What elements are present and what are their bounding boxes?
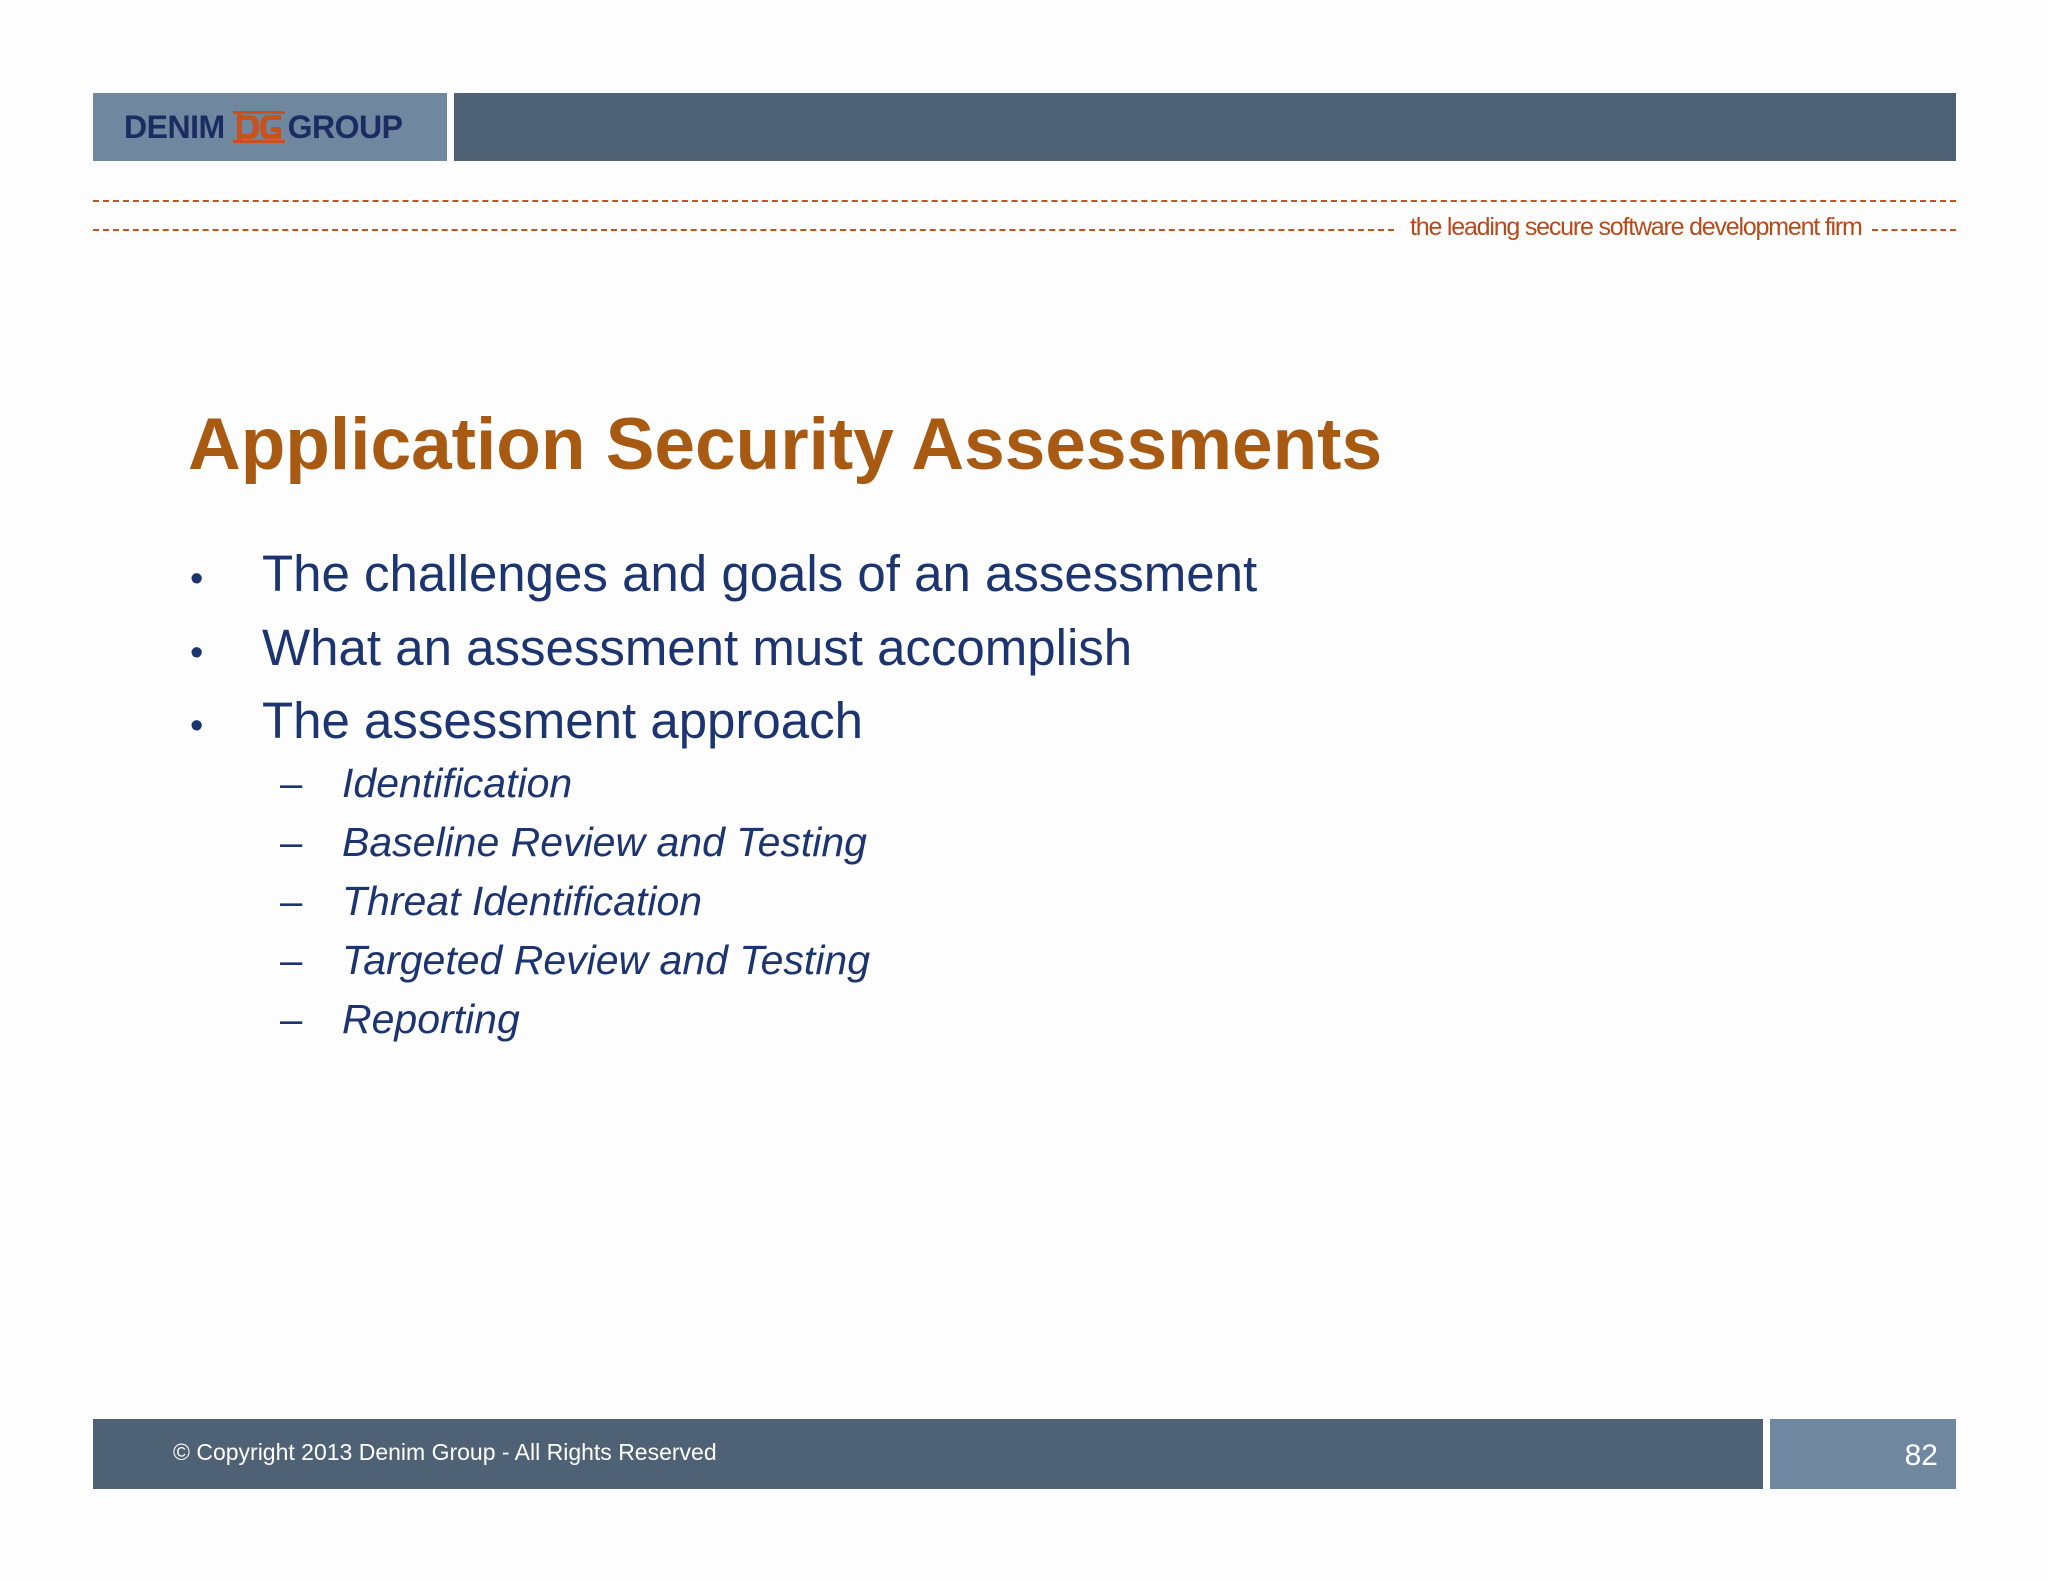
sub-bullet-mark: – <box>280 939 303 983</box>
logo-panel <box>93 93 447 161</box>
dashed-rule-right <box>1872 229 1956 231</box>
sub-bullet-mark: – <box>280 762 303 806</box>
sub-bullet-item <box>280 937 870 984</box>
sub-bullet-item <box>280 996 520 1043</box>
sub-bullet-item <box>280 819 867 866</box>
page-number-box <box>1770 1419 1956 1489</box>
sub-bullet-mark: – <box>280 998 303 1042</box>
dashed-rule-left <box>93 229 1394 231</box>
footer-bar <box>93 1419 1763 1489</box>
dashed-rule-top <box>93 200 1956 202</box>
sub-bullet-item <box>280 760 572 807</box>
sub-bullet-text: Reporting <box>342 996 520 1042</box>
sub-bullet-text: Targeted Review and Testing <box>342 937 871 983</box>
bullet-item <box>188 618 1132 677</box>
bullet-mark: • <box>190 632 204 674</box>
tagline: the leading secure software development firm <box>1410 213 1862 241</box>
bullet-text: What an assessment must accomplish <box>262 619 1133 676</box>
sub-bullet-text: Identification <box>342 760 573 806</box>
sub-bullet-mark: – <box>280 821 303 865</box>
bullet-text: The challenges and goals of an assessment <box>262 545 1258 602</box>
bullet-item <box>188 691 863 750</box>
sub-bullet-item <box>280 878 702 925</box>
slide-title: Application Security Assessments <box>188 404 1383 485</box>
page-number: 82 <box>1904 1439 1938 1472</box>
logo-word-group: GROUP <box>287 108 403 145</box>
bullet-text: The assessment approach <box>262 692 863 749</box>
bullet-mark: • <box>190 705 204 747</box>
logo-word-denim: DENIM <box>124 108 225 145</box>
dg-monogram-icon <box>233 107 285 147</box>
sub-bullet-text: Threat Identification <box>342 878 703 924</box>
header-bar <box>454 93 1956 161</box>
bullet-mark: • <box>190 558 204 600</box>
sub-bullet-text: Baseline Review and Testing <box>342 819 867 865</box>
sub-bullet-mark: – <box>280 880 303 924</box>
copyright-notice: © Copyright 2013 Denim Group - All Rights Reserved <box>173 1439 717 1465</box>
bullet-item <box>188 544 1257 603</box>
denim-group-logo <box>124 107 402 147</box>
